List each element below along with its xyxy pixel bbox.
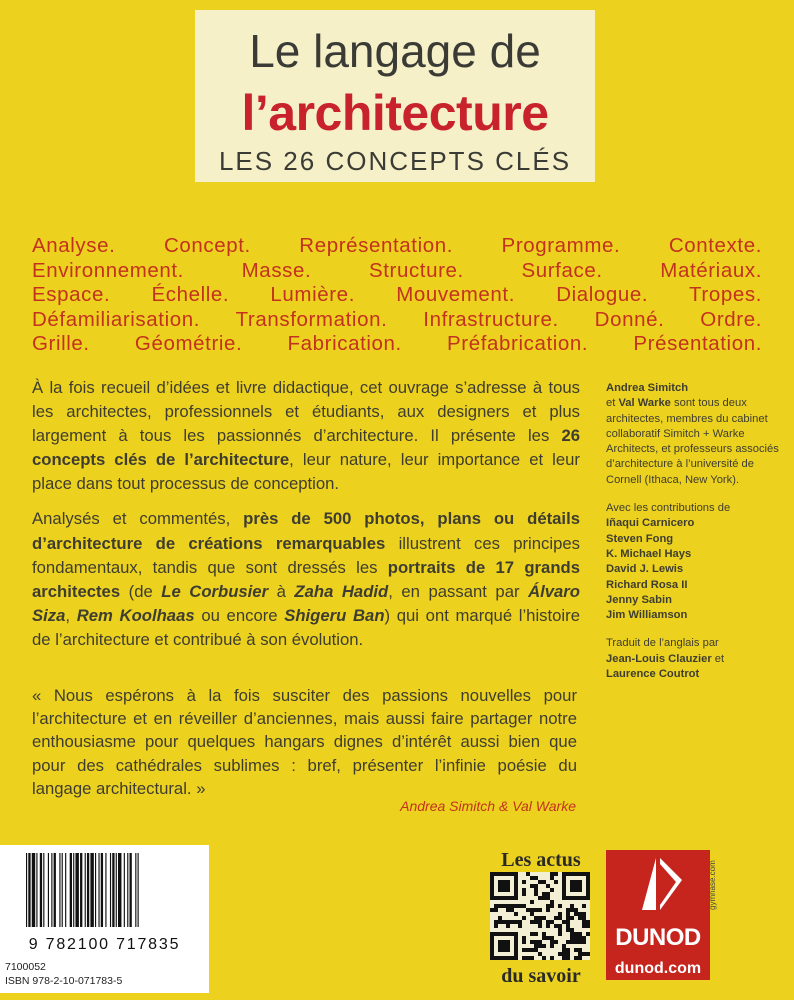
contributor: Jim Williamson	[606, 609, 688, 622]
isbn: ISBN 978-2-10-071783-5	[5, 975, 123, 987]
concepts-line: Espace. Échelle. Lumière. Mouvement. Dialogue. Tropes.	[32, 283, 762, 306]
publisher-name: DUNOD	[615, 924, 701, 951]
concepts-line: Grille. Géométrie. Fabrication. Préfabrication. Présentation.	[32, 332, 762, 355]
contributor: K. Michael Hays	[606, 547, 692, 560]
paragraph-1: À la fois recueil d’idées et livre didactique, cet ouvrage s’adresse à tous les architectes, professionnels et étudiants, aux designers et plus largement à tous les passionnés d’architecture. Il présente les 26 concepts clés de l’architecture, leur nature, leur importance et leur place dans tout processus de conception.	[32, 378, 580, 494]
title-line-2: l’architecture	[241, 85, 549, 141]
product-code: 7100052	[5, 961, 46, 973]
authors-sidebar	[606, 381, 786, 682]
quote-author: Andrea Simitch & Val Warke	[400, 798, 576, 814]
barcode-panel	[0, 845, 209, 993]
concepts-line: Défamiliarisation. Transformation. Infrastructure. Donné. Ordre.	[32, 307, 762, 331]
concepts-line: Analyse. Concept. Représentation. Programme. Contexte.	[32, 234, 762, 257]
barcode-number: 9 782100 717835	[28, 936, 181, 953]
concepts-list	[32, 234, 762, 357]
qr-code[interactable]	[490, 872, 590, 960]
contributor: Jenny Sabin	[606, 593, 672, 606]
title-line-1: Le langage de	[249, 25, 541, 77]
photo-credit: gymnase.com	[708, 860, 717, 910]
contributors: Avec les contributions de Iñaqui Carnicero Steven Fong K. Michael Hays David J. Lewis Richard Rosa II Jenny Sabin Jim Williamson	[606, 502, 731, 622]
contributor: David J. Lewis	[606, 563, 684, 576]
quote: « Nous espérons à la fois susciter des passions nouvelles pour l’architecture et en réveiller d’anciennes, mais aussi faire partager notre enthousiasme pour quelques hangars dignes d’intérêt aussi bien que pour des cathédrales sublimes : bref, présenter l’infinie poésie du langage architectural. »	[32, 686, 577, 798]
publisher-url[interactable]: dunod.com	[606, 958, 710, 980]
paragraph-2: Analysés et commentés, près de 500 photos, plans ou détails d’architecture de créations remarquables illustrent ces principes fondamentaux, tandis que sont dressés les portraits de 17 grands architectes (de Le Corbusier à Zaha Hadid, en passant par Álvaro Siza, Rem Koolhaas ou encore Shigeru Ban) qui ont marqué l’histoire de l’architecture et contribué à son évolution.	[32, 509, 580, 649]
subtitle: LES 26 CONCEPTS CLÉS	[218, 146, 572, 176]
concepts-line: Environnement. Masse. Structure. Surface. Matériaux.	[32, 258, 762, 282]
contributor: Iñaqui Carnicero	[606, 517, 695, 530]
contributor: Steven Fong	[606, 532, 674, 545]
actus-label: Les actus	[501, 849, 581, 871]
savoir-label: du savoir	[501, 965, 581, 987]
translators: Traduit de l’anglais par Jean-Louis Clauzier et Laurence Coutrot	[606, 637, 725, 681]
title-box	[195, 10, 595, 182]
barcode	[26, 853, 204, 927]
authors-bio: Andrea Simitch et Val Warke sont tous deux architectes, membres du cabinet collaboratif Simitch + Warke Architects, et professeurs associés d’architecture à l’université de Cornell (Ithaca, New York).	[606, 382, 779, 486]
description	[32, 376, 580, 663]
contributor: Richard Rosa II	[606, 578, 688, 591]
